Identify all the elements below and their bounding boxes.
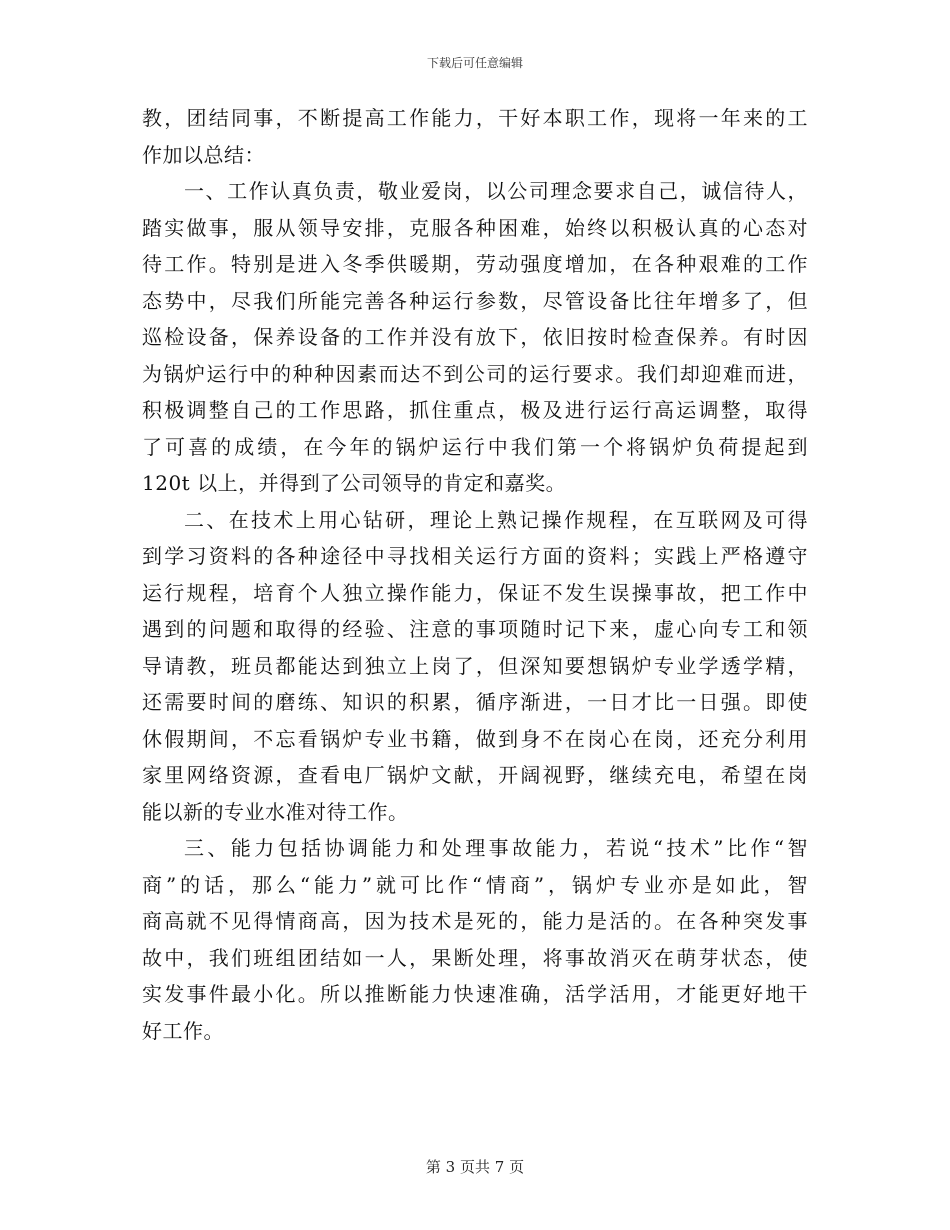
page-header: 下载后可任意编辑: [426, 56, 523, 70]
page-footer: 第 3 页共 7 页: [425, 1158, 525, 1176]
text-line: 二、在技术上用心钻研，理论上熟记操作规程，在互联网及可得: [184, 507, 808, 532]
text-line: 120t 以上，并得到了公司领导的肯定和嘉奖。: [142, 471, 567, 495]
text-line: 导请教，班员都能达到独立上岗了，但深知要想锅炉专业学透学精，: [142, 653, 808, 678]
text-line: 故中，我们班组团结如一人，果断处理，将事故消灭在萌芽状态，使: [142, 945, 808, 970]
text-line: 踏实做事，服从领导安排，克服各种困难，始终以积极认真的心态对: [142, 215, 808, 240]
text-line: 积极调整自己的工作思路，抓住重点，极及进行运行高运调整，取得: [142, 398, 808, 422]
text-line: 待工作。特别是进入冬季供暖期，劳动强度增加，在各种艰难的工作: [142, 252, 808, 276]
document-body: [142, 100, 808, 1049]
text-line: 休假期间，不忘看锅炉专业书籍，做到身不在岗心在岗，还充分利用: [142, 726, 808, 751]
text-line: 态势中，尽我们所能完善各种运行参数，尽管设备比往年增多了，但: [142, 288, 808, 313]
text-line: 商”的话，那么“能力”就可比作“情商”，锅炉专业亦是如此，智: [142, 872, 808, 897]
text-line: 能以新的专业水准对待工作。: [142, 799, 409, 824]
text-line: 为锅炉运行中的种种因素而达不到公司的运行要求。我们却迎难而进，: [142, 361, 808, 386]
text-line: 三、能力包括协调能力和处理事故能力，若说“技术”比作“智: [184, 836, 808, 860]
text-line: 商高就不见得情商高，因为技术是死的，能力是活的。在各种突发事: [142, 909, 808, 933]
text-line: 遇到的问题和取得的经验、注意的事项随时记下来，虚心向专工和领: [142, 617, 808, 641]
text-line: 巡检设备，保养设备的工作并没有放下，依旧按时检查保养。有时因: [142, 325, 808, 349]
text-line: 教，团结同事，不断提高工作能力，干好本职工作，现将一年来的工: [142, 106, 808, 130]
text-line: 作加以总结：: [142, 142, 265, 167]
text-line: 运行规程，培育个人独立操作能力，保证不发生误操事故，把工作中: [142, 580, 808, 605]
text-line: 实发事件最小化。所以推断能力快速准确，活学活用，才能更好地干: [142, 982, 808, 1006]
text-line: 了可喜的成绩，在今年的锅炉运行中我们第一个将锅炉负荷提起到: [142, 434, 808, 459]
text-line: 还需要时间的磨练、知识的积累，循序渐进，一日才比一日强。即使: [142, 690, 808, 714]
text-line: 到学习资料的各种途径中寻找相关运行方面的资料；实践上严格遵守: [142, 544, 808, 568]
text-line: 家里网络资源，查看电厂锅炉文献，开阔视野，继续充电，希望在岗: [142, 763, 808, 787]
text-line: 好工作。: [142, 1018, 224, 1043]
text-line: 一、工作认真负责，敬业爱岗，以公司理念要求自己，诚信待人，: [184, 179, 808, 203]
